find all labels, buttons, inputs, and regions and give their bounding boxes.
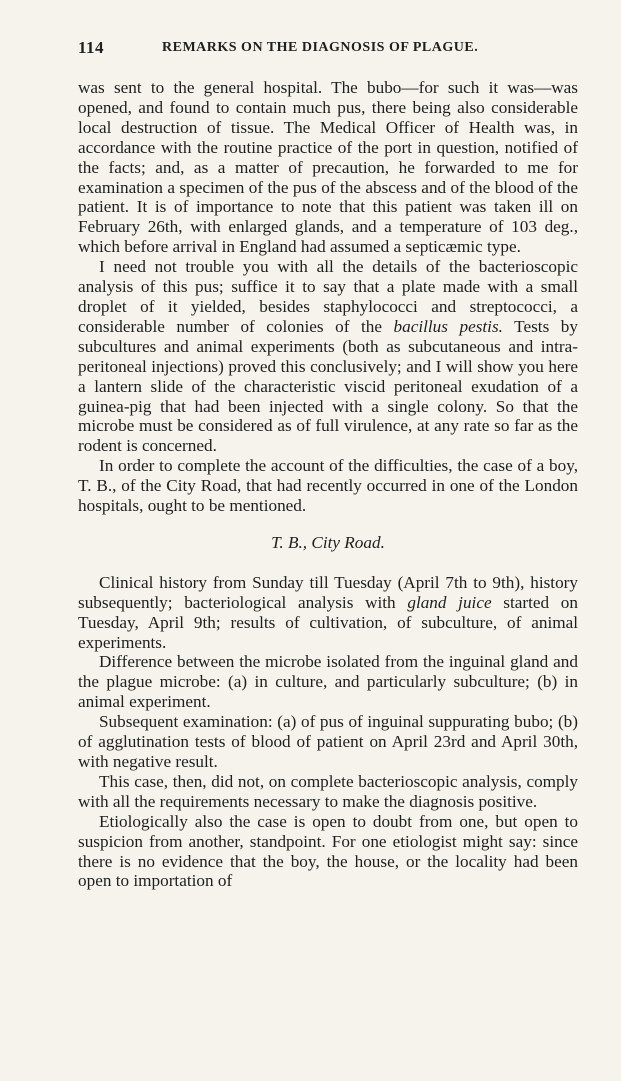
paragraph-8: Etiologically also the case is open to doubt from one, but open to suspicion from another, standpoint. For one etiologist might say: since there is no evidence that the boy, the house, or the locality had been open to importation of [78, 811, 578, 891]
paragraph-2-italic: bacillus pestis. [393, 316, 503, 336]
page-number: 114 [78, 38, 105, 57]
section-heading: T. B., City Road. [271, 532, 385, 552]
paragraph-5: Difference between the microbe isolated from the inguinal gland and the plague microbe: (a) in culture, and particularly subculture; (b) in animal experiment. [78, 652, 578, 712]
paragraph-6: Subsequent examination: (a) of pus of inguinal suppurating bubo; (b) of agglutination tests of blood of patient on April 23rd and April 30th, with negative result. [78, 712, 578, 771]
paragraph-2 [78, 257, 578, 456]
paragraph-2-part-b: Tests by subcultures and animal experiments (both as subcutaneous and intra-peritoneal injections) proved this conclusively; and I will show you here a lantern slide of the characteristic viscid peritoneal exudation of a guinea-pig that had been injected with a single colony. So that the microbe must be considered as of full virulence, at any rate so far as the rodent is concerned. [78, 316, 578, 456]
paragraph-3: In order to complete the account of the difficulties, the case of a boy, T. B., of the City Road, that had recently occurred in one of the London hospitals, ought to be mentioned. [78, 456, 578, 516]
paragraph-7: This case, then, did not, on complete bacterioscopic analysis, comply with all the requirements necessary to make the diagnosis positive. [78, 771, 578, 811]
body-text [78, 78, 578, 891]
paragraph-4-part-a: Clinical history from Sunday till Tuesday (April 7th to 9th), history subsequently; bacteriological analysis with [78, 572, 578, 612]
paragraph-1: was sent to the general hospital. The bubo—for such it was—was opened, and found to contain much pus, there being also considerable local destruction of tissue. The Medical Officer of Health was, in accordance with the routine practice of the port in question, notified of the facts; and, as a matter of precaution, he forwarded to me for examination a specimen of the pus of the abscess and of the blood of the patient. It is of importance to note that this patient was taken ill on February 26th, with enlarged glands, and a temperature of 103 deg., which before arrival in England had assumed a septicæmic type. [78, 78, 578, 257]
paragraph-4 [78, 573, 578, 653]
paragraph-4-part-b: started on Tuesday, April 9th; results of cultivation, of subculture, of animal experiments. [78, 592, 578, 652]
paragraph-2-part-a: I need not trouble you with all the details of the bacterioscopic analysis of this pus; suffice it to say that a plate made with a small droplet of it yielded, besides staphylococci and streptococci, a considerable number of colonies of the [78, 257, 578, 336]
paragraph-4-italic: gland juice [407, 592, 492, 612]
running-title: REMARKS ON THE DIAGNOSIS OF PLAGUE. [162, 40, 479, 55]
